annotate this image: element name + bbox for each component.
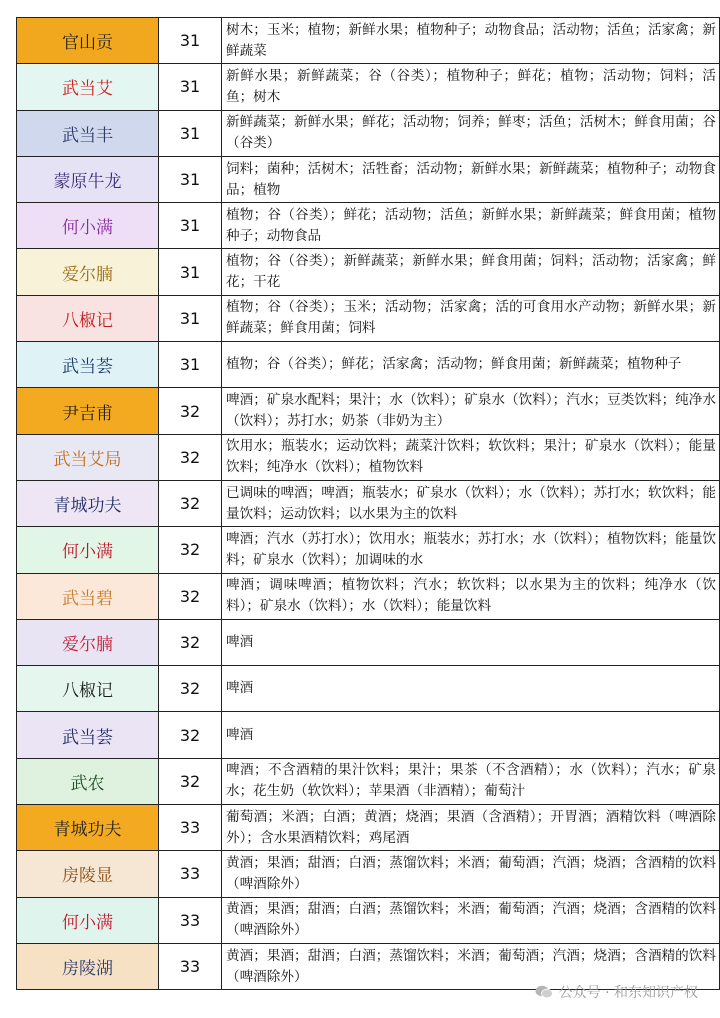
trademark-name-cell: 蒙原牛龙 <box>17 156 159 202</box>
class-number-cell: 31 <box>159 64 222 110</box>
trademark-table <box>16 17 720 990</box>
table-row <box>17 64 720 110</box>
class-number-cell: 32 <box>159 480 222 526</box>
class-number-cell: 32 <box>159 527 222 573</box>
table-row <box>17 851 720 897</box>
trademark-name-cell: 武当碧 <box>17 573 159 619</box>
table-row <box>17 573 720 619</box>
trademark-name-cell: 官山贡 <box>17 18 159 64</box>
goods-list-cell: 已调味的啤酒；啤酒；瓶装水；矿泉水（饮料）；水（饮料）；苏打水；软饮料；能量饮料；运动饮料；以水果为主的饮料 <box>222 480 720 526</box>
class-number-cell: 32 <box>159 434 222 480</box>
trademark-name-cell: 爱尔腩 <box>17 619 159 665</box>
class-number-cell: 33 <box>159 897 222 943</box>
table-row <box>17 342 720 388</box>
class-number-cell: 31 <box>159 295 222 341</box>
table-row <box>17 203 720 249</box>
goods-list-cell: 植物；谷（谷类）；玉米；活动物；活家禽；活的可食用水产动物；新鲜水果；新鲜蔬菜；鲜食用菌；饲料 <box>222 295 720 341</box>
class-number-cell: 31 <box>159 342 222 388</box>
trademark-name-cell: 房陵湖 <box>17 943 159 989</box>
goods-list-cell: 啤酒 <box>222 666 720 712</box>
wechat-icon <box>535 985 553 999</box>
goods-list-cell: 黄酒；果酒；甜酒；白酒；蒸馏饮料；米酒；葡萄酒；汽酒；烧酒；含酒精的饮料（啤酒除外） <box>222 897 720 943</box>
class-number-cell: 33 <box>159 851 222 897</box>
table-row <box>17 712 720 758</box>
table-row <box>17 295 720 341</box>
table-row <box>17 805 720 851</box>
trademark-name-cell: 何小满 <box>17 527 159 573</box>
table-row <box>17 897 720 943</box>
trademark-name-cell: 房陵显 <box>17 851 159 897</box>
goods-list-cell: 树木；玉米；植物；新鲜水果；植物种子；动物食品；活动物；活鱼；活家禽；新鲜蔬菜 <box>222 18 720 64</box>
goods-list-cell: 啤酒；调味啤酒；植物饮料；汽水；软饮料；以水果为主的饮料；纯净水（饮料）；矿泉水（饮料）；水（饮料）；能量饮料 <box>222 573 720 619</box>
goods-list-cell: 啤酒 <box>222 619 720 665</box>
trademark-name-cell: 尹吉甫 <box>17 388 159 434</box>
goods-list-cell: 植物；谷（谷类）；鲜花；活家禽；活动物；鲜食用菌；新鲜蔬菜；植物种子 <box>222 342 720 388</box>
class-number-cell: 31 <box>159 156 222 202</box>
trademark-name-cell: 爱尔腩 <box>17 249 159 295</box>
watermark-text: 公众号 · 和东知识产权 <box>558 985 698 1001</box>
trademark-table-body <box>17 18 720 990</box>
class-number-cell: 31 <box>159 203 222 249</box>
watermark <box>535 982 698 1002</box>
class-number-cell: 33 <box>159 805 222 851</box>
goods-list-cell: 植物；谷（谷类）；新鲜蔬菜；新鲜水果；鲜食用菌；饲料；活动物；活家禽；鲜花；干花 <box>222 249 720 295</box>
table-row <box>17 758 720 804</box>
class-number-cell: 32 <box>159 758 222 804</box>
trademark-name-cell: 青城功夫 <box>17 805 159 851</box>
goods-list-cell: 植物；谷（谷类）；鲜花；活动物；活鱼；新鲜水果；新鲜蔬菜；鲜食用菌；植物种子；动物食品 <box>222 203 720 249</box>
trademark-name-cell: 武当荟 <box>17 342 159 388</box>
goods-list-cell: 新鲜水果；新鲜蔬菜；谷（谷类）；植物种子；鲜花；植物；活动物；饲料；活鱼；树木 <box>222 64 720 110</box>
goods-list-cell: 饮用水；瓶装水；运动饮料；蔬菜汁饮料；软饮料；果汁；矿泉水（饮料）；能量饮料；纯净水（饮料）；植物饮料 <box>222 434 720 480</box>
class-number-cell: 32 <box>159 388 222 434</box>
table-row <box>17 527 720 573</box>
class-number-cell: 32 <box>159 573 222 619</box>
trademark-name-cell: 武当艾局 <box>17 434 159 480</box>
table-row <box>17 110 720 156</box>
table-row <box>17 18 720 64</box>
class-number-cell: 32 <box>159 712 222 758</box>
trademark-name-cell: 何小满 <box>17 203 159 249</box>
class-number-cell: 31 <box>159 110 222 156</box>
trademark-name-cell: 何小满 <box>17 897 159 943</box>
goods-list-cell: 黄酒；果酒；甜酒；白酒；蒸馏饮料；米酒；葡萄酒；汽酒；烧酒；含酒精的饮料（啤酒除外） <box>222 851 720 897</box>
table-row <box>17 388 720 434</box>
table-row <box>17 666 720 712</box>
table-row <box>17 619 720 665</box>
table-row <box>17 249 720 295</box>
class-number-cell: 32 <box>159 666 222 712</box>
class-number-cell: 31 <box>159 18 222 64</box>
trademark-name-cell: 八椒记 <box>17 295 159 341</box>
class-number-cell: 32 <box>159 619 222 665</box>
trademark-name-cell: 武当丰 <box>17 110 159 156</box>
goods-list-cell: 葡萄酒；米酒；白酒；黄酒；烧酒；果酒（含酒精）；开胃酒；酒精饮料（啤酒除外）；含水果酒精饮料；鸡尾酒 <box>222 805 720 851</box>
goods-list-cell: 啤酒；汽水（苏打水）；饮用水；瓶装水；苏打水；水（饮料）；植物饮料；能量饮料；矿泉水（饮料）；加调味的水 <box>222 527 720 573</box>
goods-list-cell: 新鲜蔬菜；新鲜水果；鲜花；活动物；饲养；鲜枣；活鱼；活树木；鲜食用菌；谷（谷类） <box>222 110 720 156</box>
goods-list-cell: 啤酒；矿泉水配料；果汁；水（饮料）；矿泉水（饮料）；汽水；豆类饮料；纯净水（饮料）；苏打水；奶茶（非奶为主） <box>222 388 720 434</box>
goods-list-cell: 啤酒；不含酒精的果汁饮料；果汁；果茶（不含酒精）；水（饮料）；汽水；矿泉水；花生奶（软饮料）；苹果酒（非酒精）；葡萄汁 <box>222 758 720 804</box>
goods-list-cell: 饲料；菌种；活树木；活牲畜；活动物；新鲜水果；新鲜蔬菜；植物种子；动物食品；植物 <box>222 156 720 202</box>
table-row <box>17 480 720 526</box>
trademark-name-cell: 武当荟 <box>17 712 159 758</box>
class-number-cell: 31 <box>159 249 222 295</box>
table-row <box>17 434 720 480</box>
goods-list-cell: 啤酒 <box>222 712 720 758</box>
trademark-name-cell: 武农 <box>17 758 159 804</box>
table-row <box>17 156 720 202</box>
goods-list-cell: 黄酒；果酒；甜酒；白酒；蒸馏饮料；米酒；葡萄酒；汽酒；烧酒；含酒精的饮料（啤酒除外） <box>222 943 720 989</box>
trademark-name-cell: 八椒记 <box>17 666 159 712</box>
trademark-name-cell: 武当艾 <box>17 64 159 110</box>
class-number-cell: 33 <box>159 943 222 989</box>
trademark-name-cell: 青城功夫 <box>17 480 159 526</box>
